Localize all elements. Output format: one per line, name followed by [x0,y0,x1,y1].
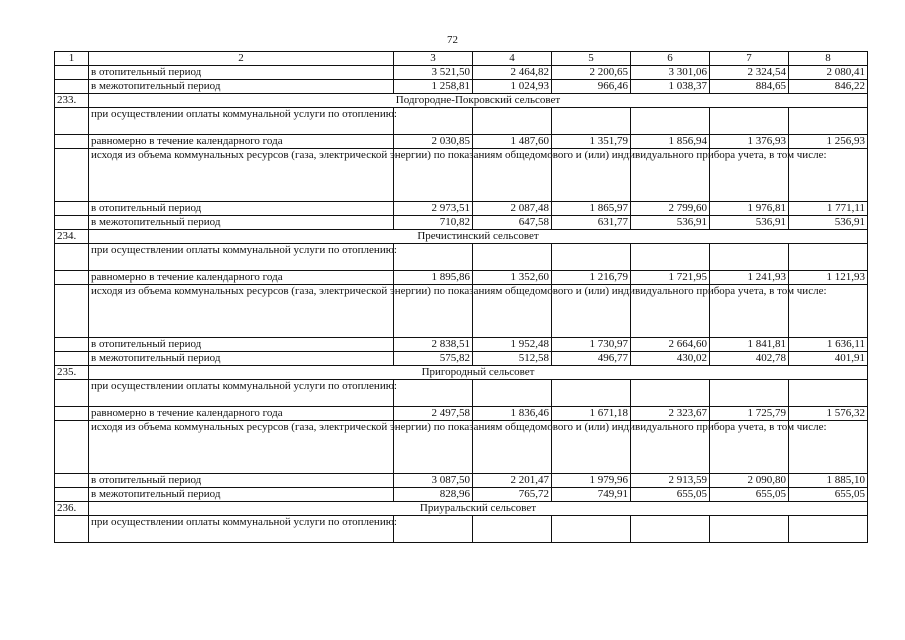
value-cell-col8 [789,516,868,543]
value-cell-col8: 846,22 [789,80,868,94]
value-cell-col5 [552,108,631,135]
section-index: 236. [55,502,89,516]
description-cell: равномерно в течение календарного года [89,271,394,285]
table-row [55,421,868,474]
value-cell-col3 [394,380,473,407]
table-row [55,108,868,135]
value-cell-col4 [473,244,552,271]
table-row [55,407,868,421]
index-cell [55,407,89,421]
value-cell-col4 [473,108,552,135]
value-cell-col6: 1 721,95 [631,271,710,285]
value-cell-col6: 430,02 [631,352,710,366]
header-cell-6: 6 [631,52,710,66]
value-cell-col7: 1 376,93 [710,135,789,149]
index-cell [55,66,89,80]
value-cell-col4 [473,380,552,407]
index-cell [55,244,89,271]
table-body [55,52,868,543]
value-cell-col4: 765,72 [473,488,552,502]
header-cell-4: 4 [473,52,552,66]
value-cell-col3 [394,108,473,135]
table-row [55,149,868,202]
table-row [55,271,868,285]
value-cell-col6 [631,244,710,271]
description-cell: в межотопительный период [89,216,394,230]
header-row [55,52,868,66]
description-cell: исходя из объема коммунальных ресурсов (газа, электрической энергии) по показаниям общедомового и (или) индивидуального прибора учета, в том числе: [89,421,394,474]
index-cell [55,352,89,366]
value-cell-col4 [473,516,552,543]
index-cell [55,80,89,94]
value-cell-col4: 512,58 [473,352,552,366]
value-cell-col7: 655,05 [710,488,789,502]
value-cell-col8 [789,244,868,271]
index-cell [55,202,89,216]
value-cell-col5: 1 979,96 [552,474,631,488]
value-cell-col8: 655,05 [789,488,868,502]
header-cell-3: 3 [394,52,473,66]
value-cell-col7: 1 241,93 [710,271,789,285]
value-cell-col5: 1 865,97 [552,202,631,216]
description-cell: равномерно в течение календарного года [89,135,394,149]
table-row [55,244,868,271]
section-index: 233. [55,94,89,108]
table-row [55,80,868,94]
value-cell-col5: 631,77 [552,216,631,230]
header-cell-1: 1 [55,52,89,66]
value-cell-col4: 2 087,48 [473,202,552,216]
value-cell-col4: 1 024,93 [473,80,552,94]
value-cell-col6: 1 856,94 [631,135,710,149]
header-cell-5: 5 [552,52,631,66]
value-cell-col7 [710,516,789,543]
section-row [55,94,868,108]
value-cell-col7: 1 725,79 [710,407,789,421]
tariff-table [54,51,868,543]
value-cell-col6: 1 038,37 [631,80,710,94]
index-cell [55,421,89,474]
table-row [55,216,868,230]
value-cell-col5: 749,91 [552,488,631,502]
value-cell-col3: 2 030,85 [394,135,473,149]
value-cell-col4: 2 464,82 [473,66,552,80]
description-cell: в межотопительный период [89,352,394,366]
description-cell: в отопительный период [89,338,394,352]
description-cell: при осуществлении оплаты коммунальной услуги по отоплению: [89,380,394,407]
index-cell [55,216,89,230]
value-cell-col6: 2 323,67 [631,407,710,421]
index-cell [55,380,89,407]
value-cell-col3: 2 497,58 [394,407,473,421]
value-cell-col6: 2 664,60 [631,338,710,352]
table-row [55,135,868,149]
value-cell-col8: 1 256,93 [789,135,868,149]
table-row [55,352,868,366]
section-title: Пригородный сельсовет [89,366,868,380]
table-row [55,380,868,407]
value-cell-col3: 828,96 [394,488,473,502]
value-cell-col8: 2 080,41 [789,66,868,80]
value-cell-col3: 710,82 [394,216,473,230]
index-cell [55,149,89,202]
section-row [55,502,868,516]
value-cell-col7 [710,244,789,271]
value-cell-col5 [552,516,631,543]
index-cell [55,135,89,149]
table-row [55,474,868,488]
value-cell-col7: 1 976,81 [710,202,789,216]
index-cell [55,474,89,488]
value-cell-col3 [394,244,473,271]
value-cell-col6 [631,380,710,407]
value-cell-col8: 1 885,10 [789,474,868,488]
header-cell-2: 2 [89,52,394,66]
header-cell-7: 7 [710,52,789,66]
value-cell-col8: 1 121,93 [789,271,868,285]
value-cell-col5: 1 216,79 [552,271,631,285]
value-cell-col6 [631,108,710,135]
value-cell-col7: 884,65 [710,80,789,94]
value-cell-col7 [710,108,789,135]
value-cell-col3: 575,82 [394,352,473,366]
value-cell-col8: 536,91 [789,216,868,230]
index-cell [55,285,89,338]
value-cell-col7: 536,91 [710,216,789,230]
section-index: 234. [55,230,89,244]
description-cell: при осуществлении оплаты коммунальной услуги по отоплению: [89,108,394,135]
value-cell-col6: 2 913,59 [631,474,710,488]
value-cell-col5 [552,244,631,271]
description-cell: исходя из объема коммунальных ресурсов (газа, электрической энергии) по показаниям общедомового и (или) индивидуального прибора учета, в том числе: [89,285,394,338]
description-cell: исходя из объема коммунальных ресурсов (газа, электрической энергии) по показаниям общедомового и (или) индивидуального прибора учета, в том числе: [89,149,394,202]
value-cell-col5: 2 200,65 [552,66,631,80]
section-title: Приуральский сельсовет [89,502,868,516]
value-cell-col8: 1 576,32 [789,407,868,421]
table-row [55,202,868,216]
table-row [55,338,868,352]
value-cell-col4: 1 487,60 [473,135,552,149]
value-cell-col6 [631,516,710,543]
value-cell-col3: 3 521,50 [394,66,473,80]
description-cell: при осуществлении оплаты коммунальной услуги по отоплению: [89,244,394,271]
value-cell-col8: 1 771,11 [789,202,868,216]
value-cell-col6: 3 301,06 [631,66,710,80]
index-cell [55,271,89,285]
value-cell-col7: 402,78 [710,352,789,366]
value-cell-col4: 2 201,47 [473,474,552,488]
description-cell: при осуществлении оплаты коммунальной услуги по отоплению: [89,516,394,543]
section-title: Пречистинский сельсовет [89,230,868,244]
table-row [55,516,868,543]
value-cell-col6: 2 799,60 [631,202,710,216]
section-row [55,366,868,380]
description-cell: в межотопительный период [89,488,394,502]
value-cell-col8 [789,380,868,407]
section-index: 235. [55,366,89,380]
description-cell: в отопительный период [89,202,394,216]
index-cell [55,516,89,543]
value-cell-col4: 1 952,48 [473,338,552,352]
value-cell-col3 [394,516,473,543]
value-cell-col3: 2 973,51 [394,202,473,216]
description-cell: в отопительный период [89,66,394,80]
value-cell-col8 [789,108,868,135]
value-cell-col4: 1 352,60 [473,271,552,285]
value-cell-col7: 2 090,80 [710,474,789,488]
value-cell-col5: 1 730,97 [552,338,631,352]
index-cell [55,338,89,352]
value-cell-col6: 655,05 [631,488,710,502]
table-row [55,285,868,338]
value-cell-col3: 1 895,86 [394,271,473,285]
header-cell-8: 8 [789,52,868,66]
description-cell: в межотопительный период [89,80,394,94]
section-title: Подгородне-Покровский сельсовет [89,94,868,108]
value-cell-col4: 1 836,46 [473,407,552,421]
value-cell-col5 [552,380,631,407]
value-cell-col5: 1 671,18 [552,407,631,421]
value-cell-col8: 1 636,11 [789,338,868,352]
value-cell-col5: 1 351,79 [552,135,631,149]
section-row [55,230,868,244]
value-cell-col6: 536,91 [631,216,710,230]
index-cell [55,108,89,135]
table-row [55,488,868,502]
value-cell-col4: 647,58 [473,216,552,230]
value-cell-col7: 1 841,81 [710,338,789,352]
value-cell-col7: 2 324,54 [710,66,789,80]
page-number: 72 [447,34,458,46]
value-cell-col5: 966,46 [552,80,631,94]
table-row [55,66,868,80]
value-cell-col5: 496,77 [552,352,631,366]
value-cell-col3: 1 258,81 [394,80,473,94]
description-cell: в отопительный период [89,474,394,488]
value-cell-col8: 401,91 [789,352,868,366]
value-cell-col3: 2 838,51 [394,338,473,352]
value-cell-col7 [710,380,789,407]
description-cell: равномерно в течение календарного года [89,407,394,421]
value-cell-col3: 3 087,50 [394,474,473,488]
index-cell [55,488,89,502]
